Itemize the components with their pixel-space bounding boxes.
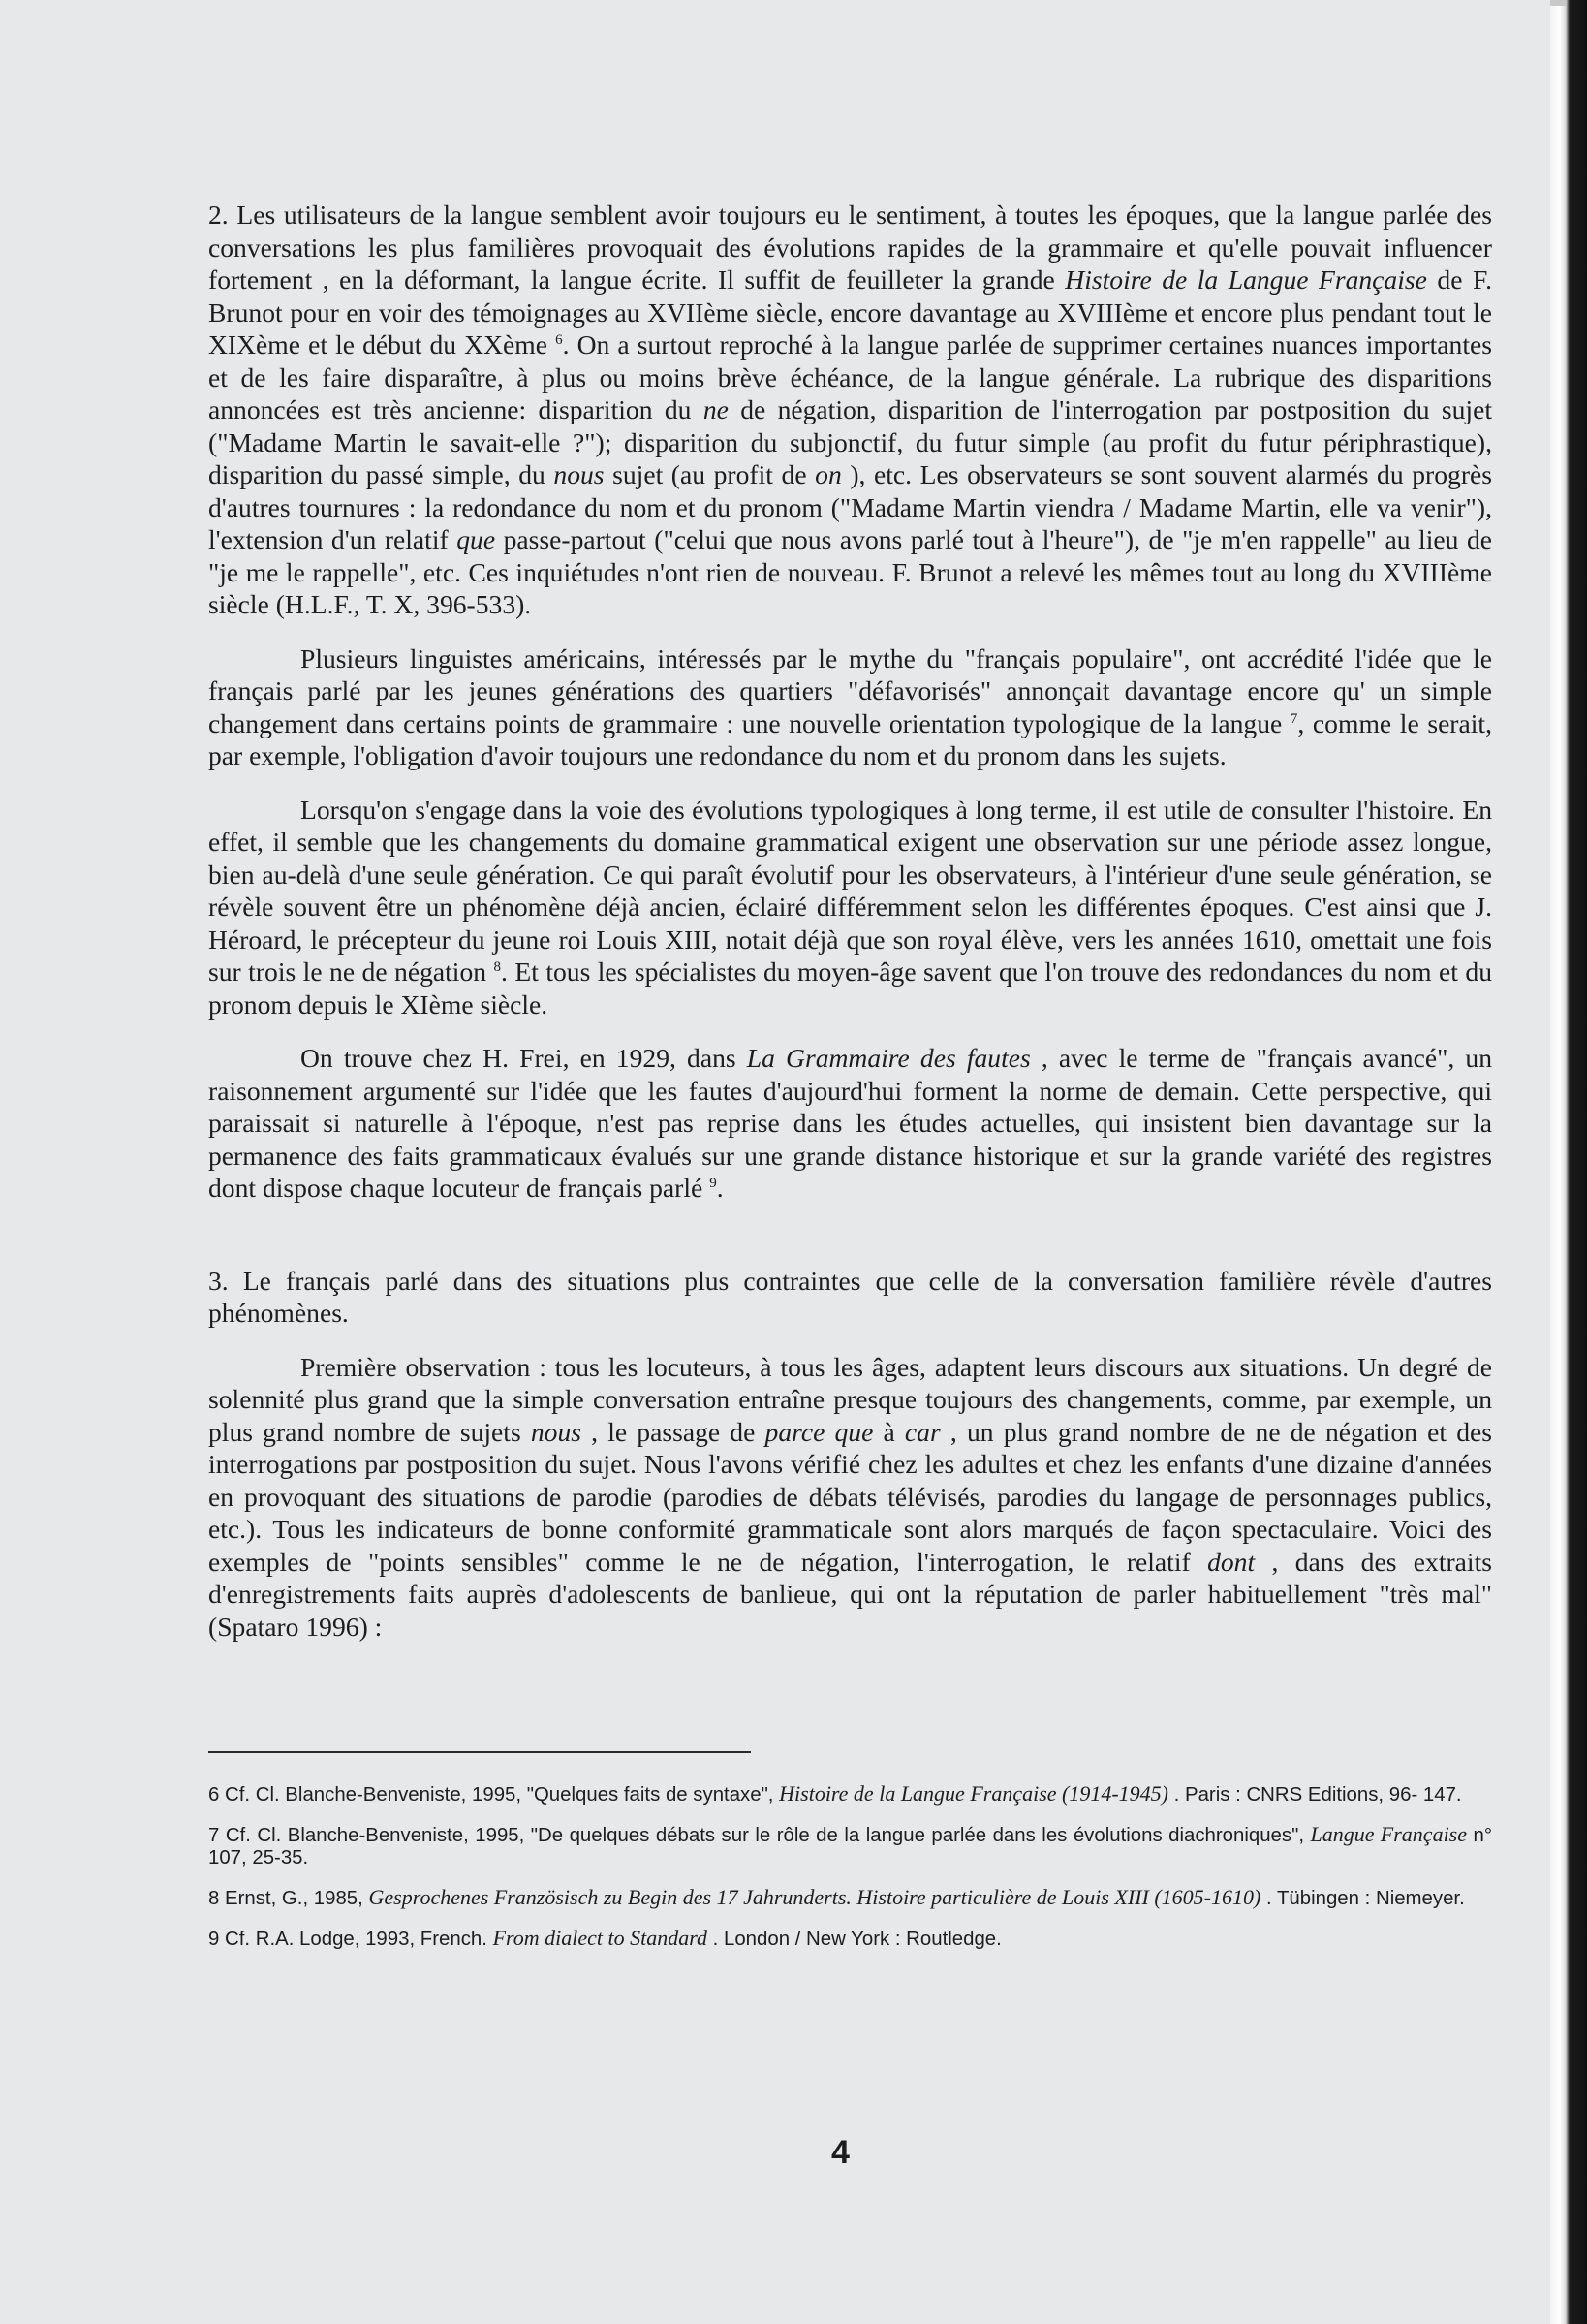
- page-number: 4: [831, 2134, 850, 2171]
- paragraph-history: Lorsqu'on s'engage dans la voie des évolutions typologiques à long terme, il est utile de consulter l'histoire. En effet, il semble que les changements du domaine grammatical exigent une observation sur une période assez longue, bien au-delà d'une seule génération. Ce qui paraît évolutif pour les observateurs, à l'intérieur d'une seule génération, se révèle souvent être un phénomène déjà ancien, éclairé différemment selon les différentes époques. C'est ainsi que J. Héroard, le précepteur du jeune roi Louis XIII, notait déjà que son royal élève, vers les années 1610, omettait une fois sur trois le ne de négation $^8$. Et tous les spécialistes du moyen-âge savent que l'on trouve des redondances du nom et du pronom depuis le XIème siècle.: [208, 794, 1492, 1020]
- paragraph-section-3: 3. Le français parlé dans des situations plus contraintes que celle de la conversation familière révèle d'autres phénomènes.: [208, 1265, 1492, 1328]
- footnote-8: 8 Ernst, G., 1985, Gesprochenes Französisch zu Begin des 17 Jahrunderts. Histoire particulière de Louis XIII (1605-1610) . Tübingen : Niemeyer.: [208, 1885, 1465, 1909]
- footnote-6: 6 Cf. Cl. Blanche-Benveniste, 1995, "Quelques faits de syntaxe", Histoire de la Langue Française (1914-1945) . Paris : CNRS Editions, 96- 147.: [208, 1781, 1462, 1806]
- footnote-9: 9 Cf. R.A. Lodge, 1993, French. From dialect to Standard . London / New York : Routledge.: [208, 1926, 1002, 1950]
- footnote-ref-8: 8: [493, 958, 501, 975]
- footnote-ref-7: 7: [1290, 710, 1298, 727]
- paragraph-section-2: 2. Les utilisateurs de la langue semblent avoir toujours eu le sentiment, à toutes les époques, que la langue parlée des conversations les plus familières provoquait des évolutions rapides de la grammaire et qu'elle pouvait influencer fortement , en la déformant, la langue écrite. Il suffit de feuilleter la grande Histoire de la Langue Française de F. Brunot pour en voir des témoignages au XVIIème siècle, encore davantage au XVIIIème et encore plus pendant tout le XIXème et le début du XXème $^6$. On a surtout reproché à la langue parlée de supprimer certaines nuances importantes et de les faire disparaître, à plus ou moins brève échéance, de la langue générale. La rubrique des disparitions annoncées est très ancienne: disparition du ne de négation, disparition de l'interrogation par postposition du sujet ("Madame Martin le savait-elle ?"); disparition du subjonctif, du futur simple (au profit du futur périphrastique), disparition du passé simple, du nous sujet (au profit de on ), etc. Les observateurs se sont souvent alarmés du progrès d'autres tournures : la redondance du nom et du pronom ("Madame Martin viendra / Madame Martin, elle va venir"), l'extension d'un relatif que passe-partout ("celui que nous avons parlé tout à l'heure"), de "je m'en rappelle" au lieu de "je me le rappelle", etc. Ces inquiétudes n'ont rien de nouveau. F. Brunot a relevé les mêmes tout au long du XVIIIème siècle (H.L.F., T. X, 396-533).: [208, 200, 1493, 619]
- page-edge: [1550, 0, 1587, 2324]
- page-body: [208, 199, 1492, 1967]
- footnotes: [208, 1782, 1492, 1951]
- page-edge-mark: [1550, 0, 1566, 6]
- paragraph-frei: On trouve chez H. Frei, en 1929, dans La Grammaire des fautes , avec le terme de "français avancé", un raisonnement argumenté sur l'idée que les fautes d'aujourd'hui forment la norme de demain. Cette perspective, qui paraissait si naturelle à l'époque, n'est pas reprise dans les études actuelles, qui insistent bien davantage sur la permanence des faits grammaticaux évalués sur une grande distance historique et sur la grande variété des registres dont dispose chaque locuteur de français parlé $^9$.: [208, 1043, 1492, 1203]
- paragraph-linguists: Plusieurs linguistes américains, intéressés par le mythe du "français populaire", ont accrédité l'idée que le français parlé par les jeunes générations des quartiers "défavorisés" annonçait davantage encore qu' un simple changement dans certains points de grammaire : une nouvelle orientation typologique de la langue $^7$, comme le serait, par exemple, l'obligation d'avoir toujours une redondance du nom et du pronom dans les sujets.: [208, 643, 1492, 770]
- footnote-ref-6: 6: [555, 331, 563, 348]
- paragraph-first-observation: Première observation : tous les locuteurs, à tous les âges, adaptent leurs discours aux situations. Un degré de solennité plus grand que la simple conversation entraîne presque toujours des changements, comme, par exemple, un plus grand nombre de sujets nous , le passage de parce que à car , un plus grand nombre de ne de négation et des interrogations par postposition du sujet. Nous l'avons vérifié chez les adultes et chez les enfants d'une dizaine d'années en provoquant des situations de parodie (parodies de débats télévisés, parodies du langage de personnages publics, etc.). Tous les indicateurs de bonne conformité grammaticale sont alors marqués de façon spectaculaire. Voici des exemples de "points sensibles" comme le ne de négation, l'interrogation, le relatif dont , dans des extraits d'enregistrements faits auprès d'adolescents de banlieue, qui ont la réputation de parler habituellement "très mal" (Spataro 1996) :: [208, 1351, 1493, 1642]
- footnote-divider: [208, 1751, 751, 1753]
- footnote-ref-9: 9: [709, 1175, 717, 1191]
- footnote-7: 7 Cf. Cl. Blanche-Benveniste, 1995, "De quelques débats sur le rôle de la langue parlée dans les évolutions diachroniques", Langue Française n° 107, 25-35.: [208, 1822, 1492, 1869]
